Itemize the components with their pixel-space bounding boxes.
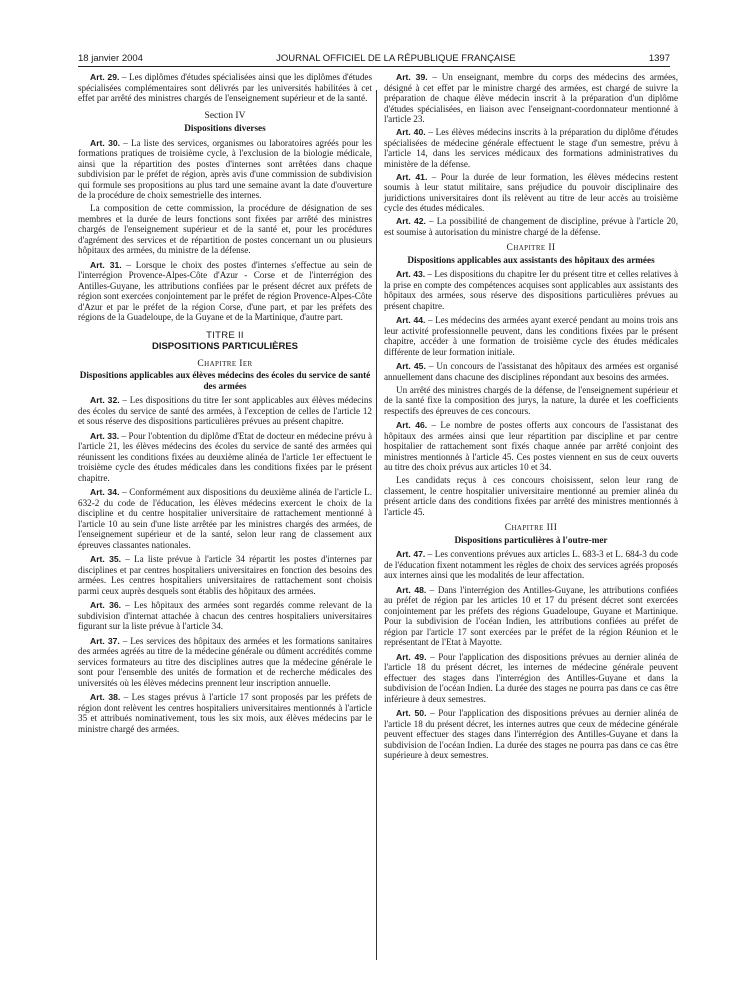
article-35: Art. 35. – La liste prévue à l'article 34 répartit les postes d'internes par disciplines et par centres hospitaliers universitaires en fonction des besoins des armées. Les centres hospitaliers universitaires de rattachement sont choisis parmi ceux auprès desquels sont établis des hôpitaux des armées. [78,554,372,596]
article-45-paragraph-2: Un arrêté des ministres chargés de la défense, de l'enseignement supérieur et de la santé fixe la composition des jurys, la nature, la durée et les coefficients respectifs des épreuves de ces concours. [384,384,678,416]
title-heading: TITRE II [206,329,244,341]
article-45: Art. 45. – Un concours de l'assistanat des hôpitaux des armées est organisé annuellement dans chacune des disciplines répondant aux besoins des armées. [384,361,679,382]
header-rule [78,66,670,67]
section-title: Dispositions diverses [184,123,266,133]
article-39: Art. 39. – Un enseignant, membre du corps des médecins des armées, désigné à cet effet par le ministre chargé des armées, est chargé de suivre la préparation de chaque élève médecin inscrit à la préparation d'un diplôme d'études spécialisées, en liaison avec l'enseignant-coordonnateur mentionné à l'article 23. [384,72,678,124]
article-29: Art. 29. – Les diplômes d'études spécialisées ainsi que les diplômes d'études spécialisées complémentaires sont délivrés par les universités habilitées à cet effet par arrêté des ministres chargés de l'enseignement supérieur et de la santé. [78,72,372,103]
article-41: Art. 41. – Pour la durée de leur formation, les élèves médecins restent soumis à leur statut militaire, sans préjudice du pouvoir disciplinaire des juridictions universitaires dont ils relèvent au titre de leur accès au troisième cycle des études médicales. [384,171,678,213]
article-48: Art. 48. – Dans l'interrégion des Antilles-Guyane, les attributions confiées au préfet de région par les articles 10 et 17 du présent décret sont exercées conjointement par les préfets des régions Guadeloupe, Guyane et Martinique. Pour la subdivision de l'océan Indien, les attributions confiées au préfet de région par l'article 17 sont exercées par le préfet de la région Réunion et le représentant de l'Etat à Mayotte. [384,584,678,647]
section-heading: Section IV [204,110,246,121]
article-44: Art. 44. – Les médecins des armées ayant exercé pendant au moins trois ans leur activité professionnelle peuvent, dans les conditions fixées par le présent chapitre, accéder à une formation de troisième cycle des études médicales différente de leur formation initiale. [384,315,678,357]
article-38: Art. 38. – Les stages prévus à l'article 17 sont proposés par les préfets de région dont relèvent les centres hospitaliers universitaires mentionnés à l'article 35 et attribués nominativement, tous les six mois, aux élèves médecins par le ministre chargé des armées. [78,692,372,734]
article-32: Art. 32. – Les dispositions du titre Ier sont applicables aux élèves médecins des écoles du service de santé des armées, à l'exception de celles de l'article 12 et sous réserve des dispositions particulières prévues au présent chapitre. [78,395,372,426]
article-34: Art. 34. – Conformément aux dispositions du deuxième alinéa de l'article L. 632-2 du code de l'éducation, les élèves médecins exercent le choix de la discipline et du centre hospitalier universitaire de rattachement mentionné à l'article 10 au sein d'une liste arrêtée par les ministres chargés des armées, de l'enseignement supérieur et de la santé, selon leur rang de classement aux épreuves classantes nationales. [78,487,372,550]
article-30-paragraph-2: La composition de cette commission, la procédure de désignation de ses membres et la durée de leurs fonctions sont fixées par arrêté des ministres chargés de l'enseignement supérieur et de la santé et, pour les procédures d'agrément des services et de répartition de postes concernant un ou plusieurs hôpitaux des armées, du ministre de la défense. [78,203,372,255]
article-49: Art. 49. – Pour l'application des dispositions prévues au dernier alinéa de l'article 18 du présent décret, les internes de médecine générale peuvent effectuer des stages dans l'interrégion des Antilles-Guyane et dans la subdivision de l'océan Indien. La durée des stages ne pourra pas dans ce cas être inférieure à deux semestres. [384,651,678,704]
article-37: Art. 37. – Les services des hôpitaux des armées et les formations sanitaires des armées agréés au titre de la médecine générale ou dûment accrédités comme services formateurs au titre des disciplines autres que la médecine générale le sont pour l'ensemble des unités de formation et de recherche médicales des universités où les élèves médecins prennent leur inscription annuelle. [78,635,372,688]
article-46: Art. 46. – Le nombre de postes offerts aux concours de l'assistanat des hôpitaux des armées ainsi que leur répartition par discipline et par centre hospitalier de rattachement sont fixés chaque année par arrêté conjoint des ministres mentionnés à l'article 45. Ces postes viennent en sus de ceux ouverts au titre des choix prévus aux articles 10 et 34. [384,420,678,472]
chapter-3-title: Dispositions particulières à l'outre-mer [454,534,608,545]
chapter-1-heading: Chapitre Ier [197,358,253,369]
article-40: Art. 40. – Les élèves médecins inscrits à la préparation du diplôme d'études spécialisées de médecine générale effectuent le stage d'un semestre, prévu à l'article 14, dans les services médicaux des formations administratives du ministère de la défense. [384,127,678,169]
title-subheading: DISPOSITIONS PARTICULIÈRES [151,341,299,352]
chapter-2-title: Dispositions applicables aux assistants des hôpitaux des armées [407,254,655,265]
article-46-paragraph-2: Les candidats reçus à ces concours choisissent, selon leur rang de classement, le centre hospitalier universitaire mentionné au premier alinéa du présent article dans des conditions fixées par arrêté des ministres mentionnés à l'article 45. [384,475,678,517]
right-column [384,72,678,763]
header-journal-title: JOURNAL OFFICIEL DE LA RÉPUBLIQUE FRANÇAISE [276,53,516,64]
header-date: 18 janvier 2004 [78,53,143,64]
article-30: Art. 30. – La liste des services, organismes ou laboratoires agréés pour les formations pratiques de troisième cycle, à l'exclusion de la biologie médicale, ainsi que la répartition des postes d'internes sont arrêtées dans chaque subdivision par le préfet de région, après avis d'une commission de subdivision qui formule ses propositions au plus tard une semaine avant la date d'ouverture de la procédure de choix semestrielle des internes. [78,137,372,200]
article-36: Art. 36. – Les hôpitaux des armées sont regardés comme relevant de la subdivision d'internat attachée à chacun des centres hospitaliers universitaires figurant sur la liste prévue à l'article 34. [78,600,372,631]
article-31: Art. 31. – Lorsque le choix des postes d'internes s'effectue au sein de l'interrégion Provence-Alpes-Côte d'Azur - Corse et de l'interrégion des Antilles-Guyane, les attributions confiées par le présent décret aux préfets de région sont exercées conjointement par le préfet de région Provence-Alpes-Côte d'Azur et par le préfet de la région Corse, d'une part, et par les préfets des régions de la Guadeloupe, de la Guyane et de la Martinique, d'autre part. [78,259,372,322]
article-47: Art. 47. – Les conventions prévues aux articles L. 683-3 et L. 684-3 du code de l'éducation fixent notamment les règles de choix des services agréés proposés aux internes ainsi que les modalités de leur affectation. [384,549,678,580]
header-page-number: 1397 [648,53,670,64]
article-33: Art. 33. – Pour l'obtention du diplôme d'Etat de docteur en médecine prévu à l'article 21, les élèves médecins des écoles du service de santé des armées qui réunissent les conditions fixées au deuxième alinéa de l'article 1er effectuent le troisième cycle des études médicales dans les conditions fixées par le présent chapitre. [78,430,372,483]
article-42: Art. 42. – La possibilité de changement de discipline, prévue à l'article 20, est soumise à autorisation du ministre chargé de la défense. [384,216,678,237]
column-divider [376,90,377,960]
article-43: Art. 43. – Les dispositions du chapitre Ier du présent titre et celles relatives à la prise en compte des compétences acquises sont applicables aux assistants des hôpitaux des armées, sous réserve des dispositions particulières prévues au présent chapitre. [384,269,678,311]
article-50: Art. 50. – Pour l'application des dispositions prévues au dernier alinéa de l'article 18 du présent décret, les internes autres que ceux de médecine générale peuvent effectuer des stages dans l'interrégion des Antilles-Guyane et dans la subdivision de l'océan Indien. La durée des stages ne pourra pas dans ce cas être supérieure à deux semestres. [384,708,678,760]
page-header [78,50,670,64]
left-column [78,72,372,737]
chapter-3-heading: Chapitre III [504,523,558,533]
chapter-2-heading: Chapitre II [506,243,556,253]
chapter-1-title: Dispositions applicables aux élèves médecins des écoles du service de santé des armées [79,370,371,391]
